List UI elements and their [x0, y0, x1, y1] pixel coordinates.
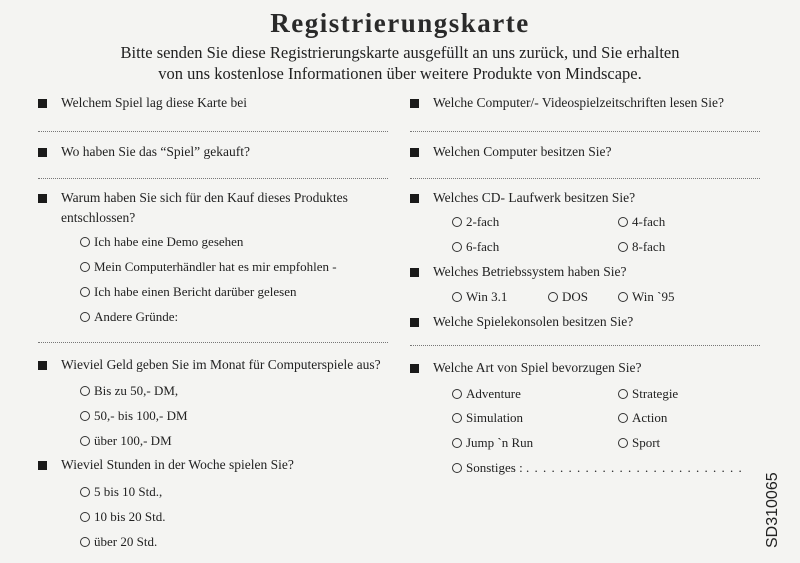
radio-icon[interactable]: [80, 487, 90, 497]
bullet-icon: [410, 99, 419, 108]
radio-icon[interactable]: [452, 389, 462, 399]
question-game-genre: [410, 358, 770, 378]
question-magazines: [410, 93, 770, 113]
radio-icon[interactable]: [80, 436, 90, 446]
bullet-icon: [410, 194, 419, 203]
bullet-icon: [410, 364, 419, 373]
question-text: Welches Betriebssystem haben Sie?: [433, 264, 627, 279]
option-cd-6x[interactable]: 6-fach: [452, 239, 499, 255]
radio-icon[interactable]: [618, 438, 628, 448]
radio-icon[interactable]: [80, 312, 90, 322]
answer-line-magazines[interactable]: [410, 131, 760, 132]
answer-line-purchase-place[interactable]: [38, 178, 388, 179]
option-demo[interactable]: Ich habe eine Demo gesehen: [80, 234, 243, 250]
bullet-icon: [38, 99, 47, 108]
answer-line-game[interactable]: [38, 131, 388, 132]
option-genre-sport[interactable]: Sport: [618, 435, 660, 451]
radio-icon[interactable]: [452, 292, 462, 302]
question-os: [410, 262, 770, 282]
bullet-icon: [410, 148, 419, 157]
other-genre-fill-line[interactable]: . . . . . . . . . . . . . . . . . . . . . . . . . .: [525, 460, 743, 475]
radio-icon[interactable]: [80, 262, 90, 272]
question-text: Wo haben Sie das “Spiel” gekauft?: [61, 144, 250, 159]
radio-icon[interactable]: [452, 242, 462, 252]
answer-line-consoles[interactable]: [410, 345, 760, 346]
radio-icon[interactable]: [618, 389, 628, 399]
radio-icon[interactable]: [618, 217, 628, 227]
radio-icon[interactable]: [80, 386, 90, 396]
option-report[interactable]: Ich habe einen Bericht darüber gelesen: [80, 284, 296, 300]
bullet-icon: [410, 318, 419, 327]
question-text: Welches CD- Laufwerk besitzen Sie?: [433, 190, 636, 205]
radio-icon[interactable]: [80, 411, 90, 421]
bullet-icon: [38, 148, 47, 157]
bullet-icon: [38, 461, 47, 470]
question-purchase-place: [38, 142, 398, 162]
bullet-icon: [410, 268, 419, 277]
intro-line-1: Bitte senden Sie diese Registrierungskarte ausgefüllt an uns zurück, und Sie erhalten: [120, 43, 680, 62]
option-genre-strategy[interactable]: Strategie: [618, 386, 678, 402]
option-hours-over-20[interactable]: über 20 Std.: [80, 534, 157, 550]
question-cd-drive: [410, 188, 770, 208]
radio-icon[interactable]: [80, 237, 90, 247]
radio-icon[interactable]: [80, 537, 90, 547]
card-title: Registrierungskarte: [270, 8, 530, 38]
option-spend-50-100[interactable]: 50,- bis 100,- DM: [80, 408, 188, 424]
question-text-line-1: Warum haben Sie sich für den Kauf dieses Produktes: [61, 190, 348, 205]
option-spend-over-100[interactable]: über 100,- DM: [80, 433, 172, 449]
question-text-line-2: entschlossen?: [61, 210, 136, 225]
option-other-reasons[interactable]: Andere Gründe:: [80, 309, 178, 325]
bullet-icon: [38, 361, 47, 370]
radio-icon[interactable]: [452, 217, 462, 227]
option-cd-4x[interactable]: 4-fach: [618, 214, 665, 230]
radio-icon[interactable]: [618, 242, 628, 252]
radio-icon[interactable]: [548, 292, 558, 302]
option-genre-simulation[interactable]: Simulation: [452, 410, 523, 426]
radio-icon[interactable]: [452, 413, 462, 423]
option-cd-8x[interactable]: 8-fach: [618, 239, 665, 255]
radio-icon[interactable]: [80, 287, 90, 297]
option-spend-50[interactable]: Bis zu 50,- DM,: [80, 383, 178, 399]
question-monthly-spend: [38, 355, 408, 375]
option-hours-5-10[interactable]: 5 bis 10 Std.,: [80, 484, 162, 500]
option-genre-adventure[interactable]: Adventure: [452, 386, 521, 402]
question-weekly-hours: [38, 455, 398, 475]
option-os-dos[interactable]: DOS: [548, 289, 588, 305]
option-os-win31[interactable]: Win 3.1: [452, 289, 507, 305]
answer-line-other-reasons[interactable]: [38, 342, 388, 343]
question-text: Welchem Spiel lag diese Karte bei: [61, 95, 247, 110]
question-text: Welchen Computer besitzen Sie?: [433, 144, 612, 159]
option-genre-jump-n-run[interactable]: Jump `n Run: [452, 435, 533, 451]
intro-line-2: von uns kostenlose Informationen über weitere Produkte von Mindscape.: [158, 64, 642, 83]
document-code: SD310065: [764, 472, 781, 548]
question-text: Welche Computer/- Videospielzeitschriften lesen Sie?: [433, 95, 725, 110]
radio-icon[interactable]: [618, 413, 628, 423]
option-os-win95[interactable]: Win `95: [618, 289, 674, 305]
radio-icon[interactable]: [452, 438, 462, 448]
option-cd-2x[interactable]: 2-fach: [452, 214, 499, 230]
question-text: Wieviel Stunden in der Woche spielen Sie?: [61, 457, 294, 472]
question-text: Wieviel Geld geben Sie im Monat für Computerspiele aus?: [61, 357, 381, 372]
radio-icon[interactable]: [618, 292, 628, 302]
radio-icon[interactable]: [452, 463, 462, 473]
option-hours-10-20[interactable]: 10 bis 20 Std.: [80, 509, 166, 525]
question-computer: [410, 142, 770, 162]
option-genre-other[interactable]: Sonstiges : . . . . . . . . . . . . . . . . . . . . . . . . . .: [452, 460, 743, 476]
question-text: Welche Spielekonsolen besitzen Sie?: [433, 314, 634, 329]
question-text: Welche Art von Spiel bevorzugen Sie?: [433, 360, 642, 375]
answer-line-computer[interactable]: [410, 178, 760, 179]
option-genre-action[interactable]: Action: [618, 410, 667, 426]
question-purchase-reason: [38, 188, 398, 228]
question-game: [38, 93, 398, 113]
radio-icon[interactable]: [80, 512, 90, 522]
bullet-icon: [38, 194, 47, 203]
question-consoles: [410, 312, 770, 332]
option-dealer[interactable]: Mein Computerhändler hat es mir empfohlen -: [80, 259, 337, 275]
